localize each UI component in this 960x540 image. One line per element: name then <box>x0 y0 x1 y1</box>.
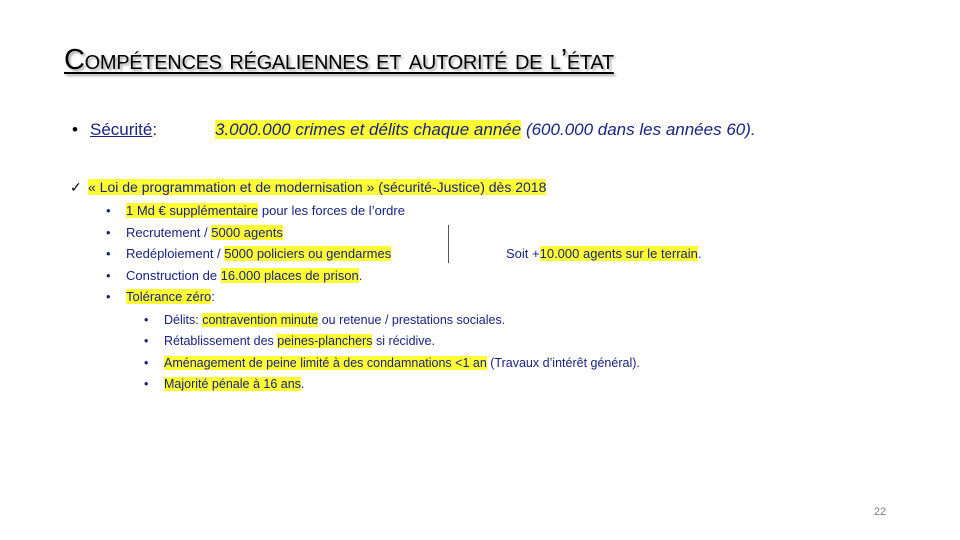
bullet-icon: • <box>106 224 111 240</box>
checkmark-icon: ✓ <box>70 179 82 195</box>
bullet-icon: • <box>106 267 111 283</box>
list-item: • Délits: contravention minute ou retenue / prestations sociales. <box>144 310 640 331</box>
soit-summary: Soit +10.000 agents sur le terrain. <box>506 246 702 261</box>
soit-highlight: 10.000 agents sur le terrain <box>539 246 698 261</box>
page-number: 22 <box>873 506 887 518</box>
list-item: • Construction de 16.000 places de prison. <box>106 265 405 287</box>
list-item: • Majorité pénale à 16 ans. <box>144 374 640 395</box>
list-item: • Recrutement / 5000 agents <box>106 222 405 244</box>
loi-title: « Loi de programmation et de modernisation » (sécurité-Justice) dès 2018 <box>88 179 547 195</box>
bullet-icon: • <box>106 246 111 262</box>
bullet-icon: • <box>106 289 111 305</box>
list-item: • Redéploiement / 5000 policiers ou gendarmes <box>106 243 405 265</box>
crime-stat-rest: (600.000 dans les années 60). <box>521 120 756 139</box>
list-item: • Rétablissement des peines-planchers si récidive. <box>144 331 640 352</box>
bullet: • <box>72 120 78 139</box>
securite-row <box>72 116 756 144</box>
bullet-icon: • <box>106 203 111 218</box>
list-item: • Tolérance zéro: <box>106 286 405 308</box>
bracket-divider <box>448 225 449 263</box>
securite-colon: : <box>152 120 158 139</box>
securite-label: Sécurité <box>90 120 153 139</box>
bullet-icon: • <box>144 376 149 391</box>
crime-stat <box>215 116 756 144</box>
bullet-icon: • <box>144 334 149 349</box>
list-item: • Aménagement de peine limité à des condamnations <1 an (Travaux d’intérêt général). <box>144 353 640 374</box>
crime-stat-highlight: 3.000.000 crimes et délits chaque année <box>215 120 522 139</box>
loi-row <box>70 176 546 198</box>
bullet-icon: • <box>144 355 149 370</box>
tolerance-list <box>144 310 640 395</box>
slide-title: Compétences régaliennes et autorité de l’état <box>64 44 614 76</box>
list-item: • 1 Md € supplémentaire pour les forces de l’ordre <box>106 200 405 222</box>
bullet-icon: • <box>144 313 149 327</box>
measures-list <box>106 200 405 308</box>
